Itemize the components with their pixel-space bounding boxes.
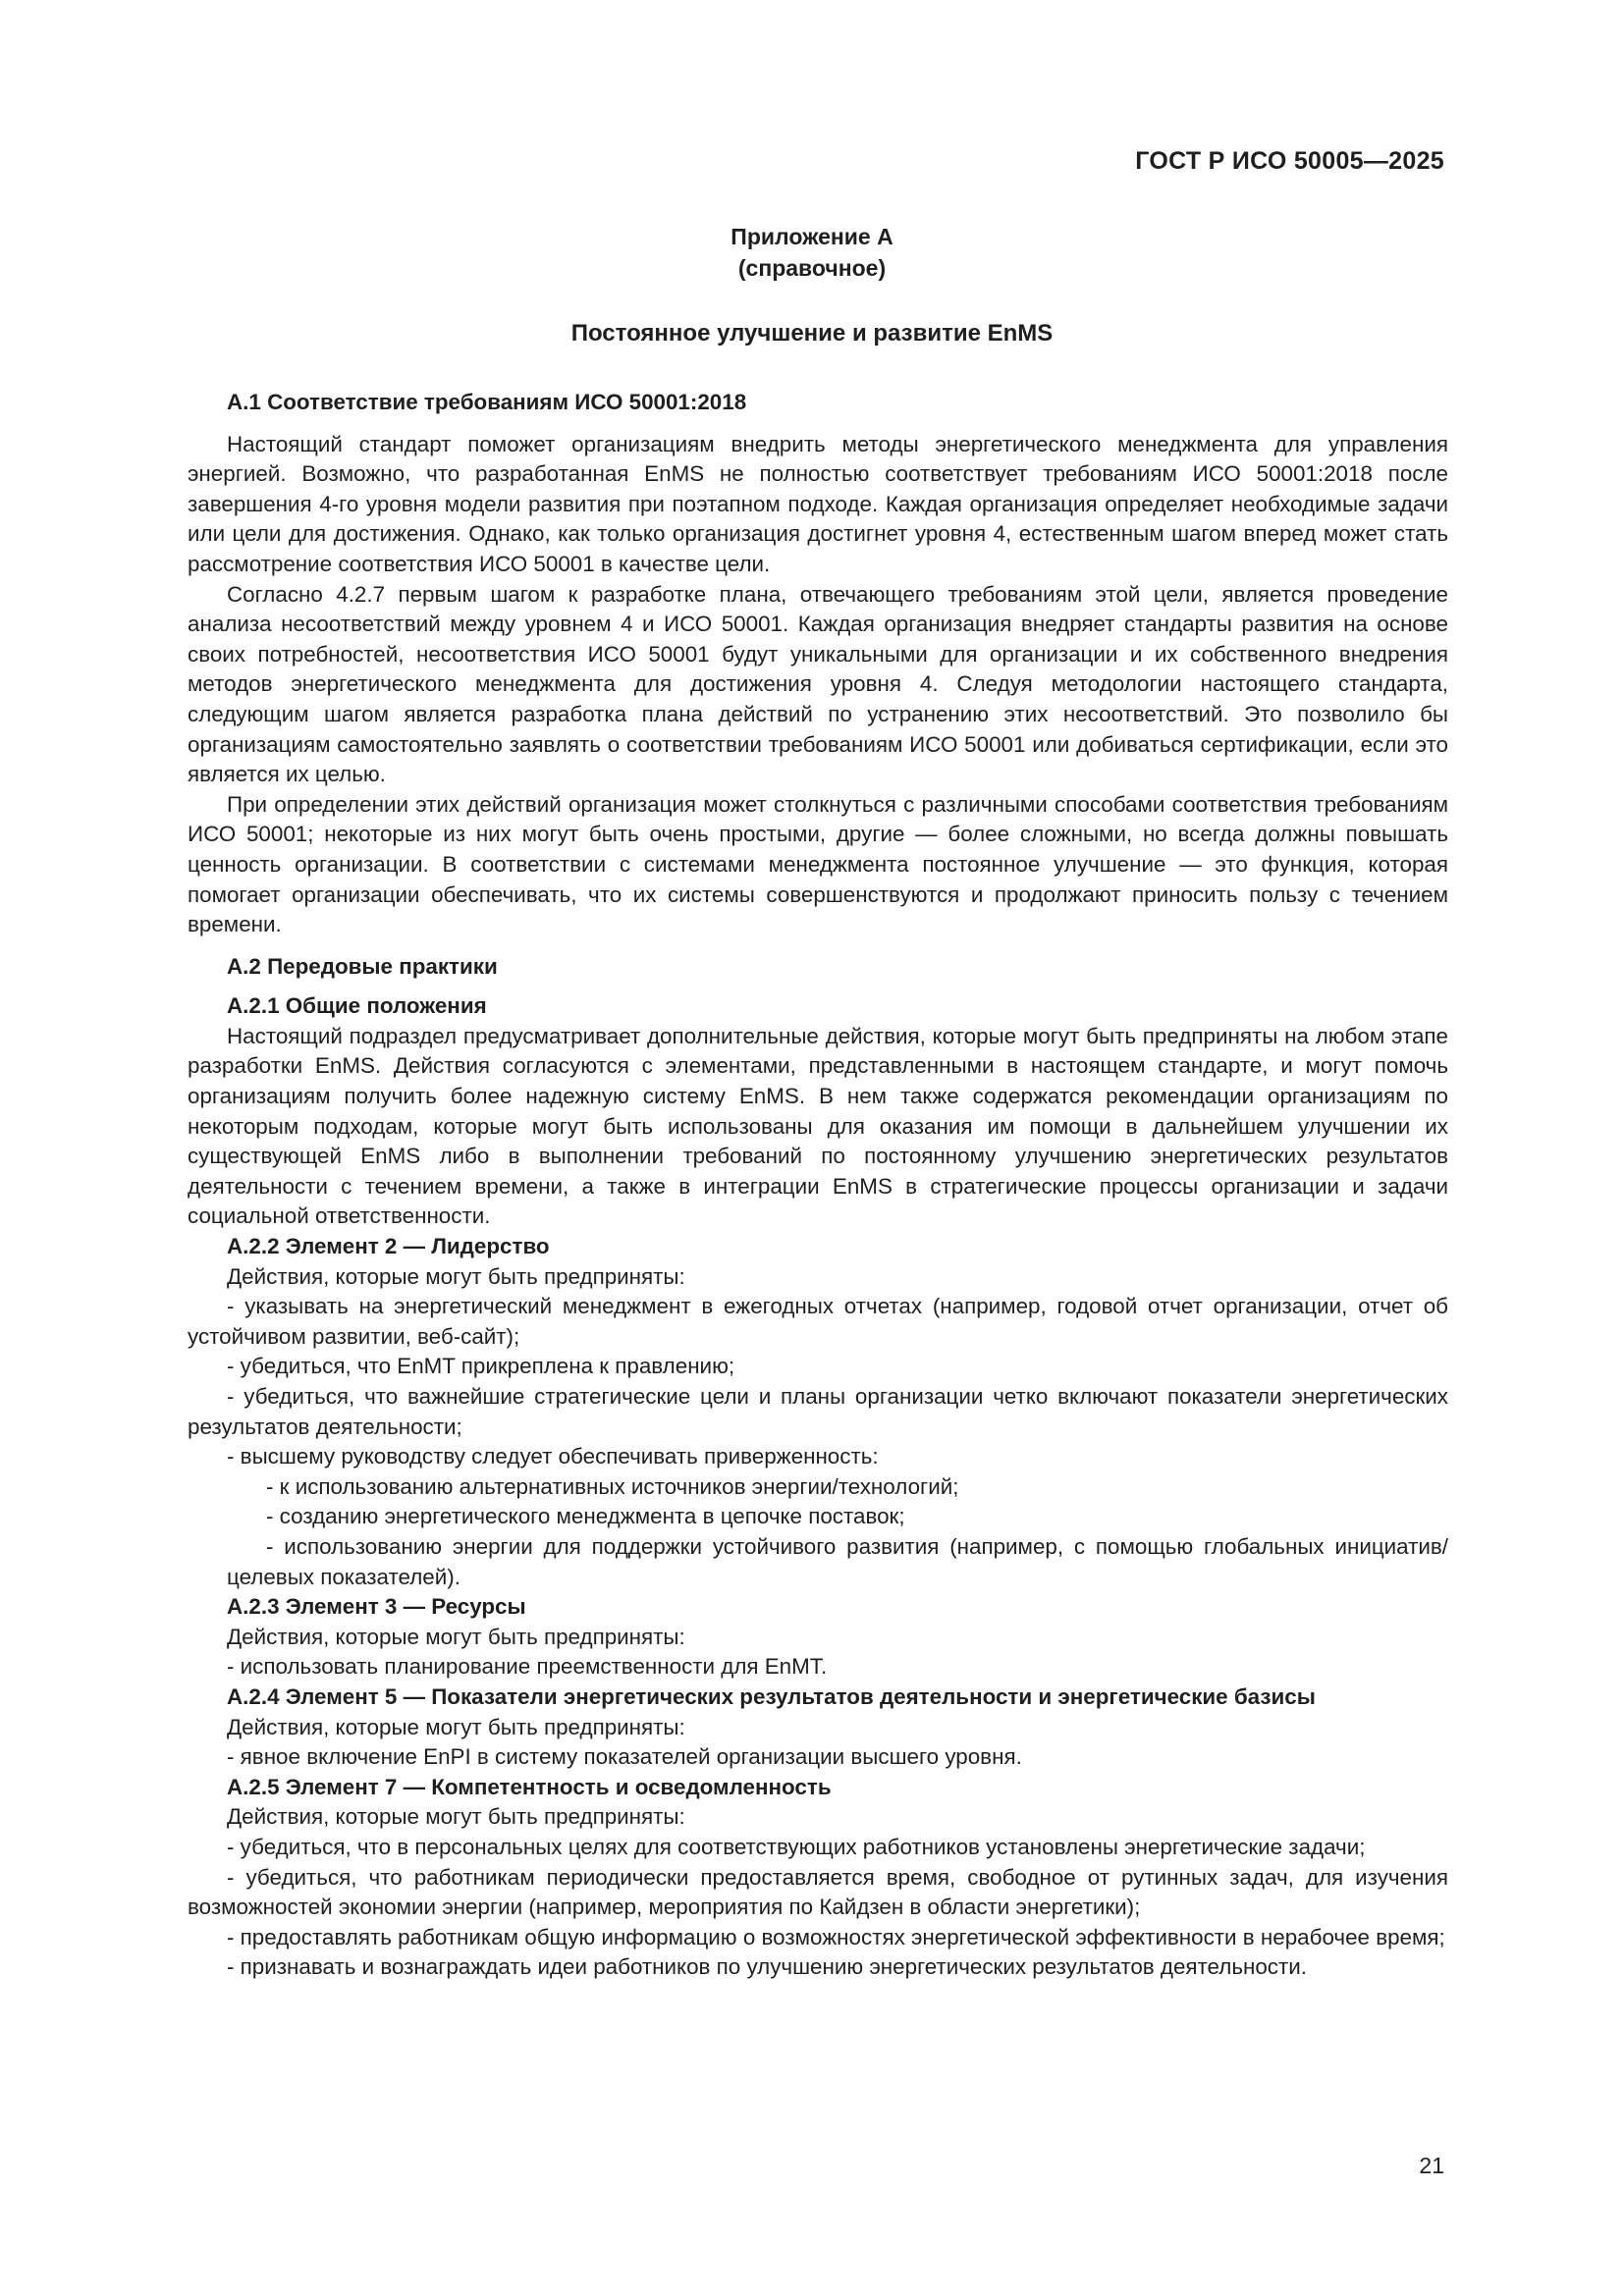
sub-list-item: - созданию энергетического менеджмента в цепочке поставок;	[266, 1504, 905, 1529]
section-heading: А.2 Передовые практики	[227, 953, 498, 979]
list-item: - убедиться, что важнейшие стратегические цели и планы организации четко включают показатели энергетических результатов деятельности;	[188, 1384, 1448, 1439]
section-heading: А.2.4 Элемент 5 — Показатели энергетических результатов деятельности и энергетические базисы	[227, 1683, 1316, 1709]
section-heading: А.2.5 Элемент 7 — Компетентность и осведомленность	[227, 1774, 832, 1799]
list-item: - указывать на энергетический менеджмент в ежегодных отчетах (например, годовой отчет организации, отчет об устойчивом развитии, веб-сайт);	[188, 1294, 1448, 1349]
section-heading: А.1 Соответствие требованиям ИСО 50001:2018	[227, 390, 747, 414]
paragraph: Действия, которые могут быть предприняты:	[227, 1263, 685, 1289]
list-item: - использовать планирование преемственности для EnMT.	[227, 1654, 828, 1680]
list-item: - убедиться, что EnMT прикреплена к правлению;	[227, 1354, 735, 1379]
annex-label: Приложение А	[731, 224, 893, 249]
section-heading: А.2.1 Общие положения	[227, 993, 487, 1019]
list-item: - предоставлять работникам общую информацию о возможностях энергетической эффективности в нерабочее время;	[227, 1924, 1445, 1949]
paragraph: Действия, которые могут быть предприняты:	[227, 1714, 685, 1739]
list-item: - явное включение EnPI в систему показателей организации высшего уровня.	[227, 1744, 1022, 1770]
sub-list-item: - использованию энергии для поддержки устойчивого развития (например, с помощью глобальных инициатив/целевых показателей).	[227, 1533, 1448, 1589]
list-item: - убедиться, что работникам периодически предоставляется время, свободное от рутинных задач, для изучения возможностей экономии энергии (например, мероприятия по Кайдзен в области энергетики);	[188, 1864, 1448, 1920]
page-number: 21	[1419, 2153, 1444, 2178]
section-heading: А.2.3 Элемент 3 — Ресурсы	[227, 1594, 526, 1620]
annex-type: (справочное)	[737, 255, 887, 281]
sub-list-item: - к использованию альтернативных источников энергии/технологий;	[266, 1473, 959, 1499]
document-standard-id: ГОСТ Р ИСО 50005—2025	[1135, 147, 1444, 175]
list-item: - высшему руководству следует обеспечивать приверженность:	[227, 1444, 879, 1469]
annex-title: Постоянное улучшение и развитие EnMS	[570, 320, 1054, 347]
paragraph: Действия, которые могут быть предприняты:	[227, 1804, 685, 1830]
paragraph: Настоящий стандарт поможет организациям внедрить методы энергетического менеджмента для управления энергией. Возможно, что разработанная EnMS не полностью соответствует требованиям ИСО 50001:2018 после завершения 4-го уровня модели развития при поэтапном подходе. Каждая организация определяет необходимые задачи или цели для достижения. Однако, как только организация достигнет уровня 4, естественным шагом вперед может стать рассмотрение соответствия ИСО 50001 в качестве цели.	[188, 431, 1448, 576]
paragraph: Настоящий подраздел предусматривает дополнительные действия, которые могут быть предприняты на любом этапе разработки EnMS. Действия согласуются с элементами, представленными в настоящем стандарте, и могут помочь организациям получить более надежную систему EnMS. В нем также содержатся рекомендации организациям по некоторым подходам, которые могут быть использованы для оказания им помощи в дальнейшем улучшении их существующей EnMS либо в выполнении требований по постоянному улучшению энергетических результатов деятельности с течением времени, а также в интеграции EnMS в стратегические процессы организации и задачи социальной ответственности.	[188, 1023, 1448, 1229]
list-item: - признавать и вознаграждать идеи работников по улучшению энергетических результатов деятельности.	[227, 1954, 1307, 1980]
section-heading: А.2.2 Элемент 2 — Лидерство	[227, 1234, 550, 1259]
list-item: - убедиться, что в персональных целях для соответствующих работников установлены энергетические задачи;	[227, 1834, 1366, 1859]
paragraph: Согласно 4.2.7 первым шагом к разработке плана, отвечающего требованиям этой цели, является проведение анализа несоответствий между уровнем 4 и ИСО 50001. Каждая организация внедряет стандарты развития на основе своих потребностей, несоответствия ИСО 50001 будут уникальными для организации и их собственного внедрения методов энергетического менеджмента для достижения уровня 4. Следуя методологии настоящего стандарта, следующим шагом является разработка плана действий по устранению этих несоответствий. Это позволило бы организациям самостоятельно заявлять о соответствии требованиям ИСО 50001 или добиваться сертификации, если это является их целью.	[188, 581, 1448, 787]
paragraph: При определении этих действий организация может столкнуться с различными способами соответствия требованиям ИСО 50001; некоторые из них могут быть очень простыми, другие — более сложными, но всегда должны повышать ценность организации. В соответствии с системами менеджмента постоянное улучшение — это функция, которая помогает организации обеспечивать, что их системы совершенствуются и продолжают приносить пользу с течением времени.	[188, 791, 1448, 937]
paragraph: Действия, которые могут быть предприняты:	[227, 1624, 685, 1649]
document-body	[188, 388, 1448, 1983]
